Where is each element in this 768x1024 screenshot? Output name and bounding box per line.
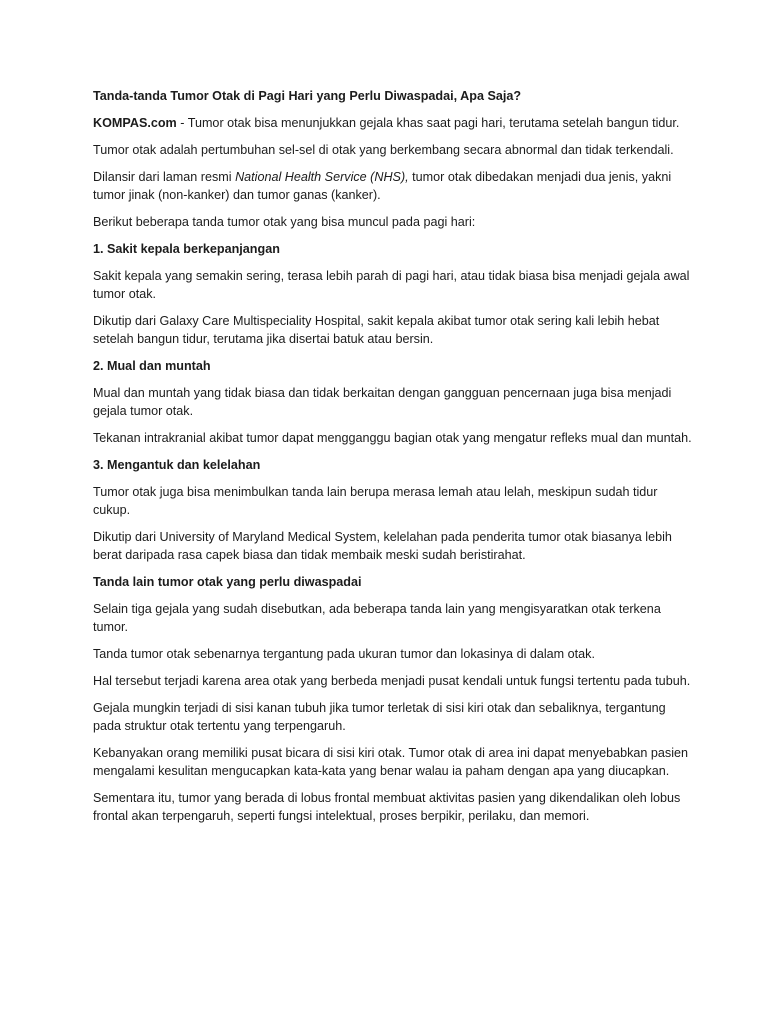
section-paragraph: Tekanan intrakranial akibat tumor dapat mengganggu bagian otak yang mengatur refleks mual dan muntah. <box>93 431 692 445</box>
section-heading-nausea: 2. Mual dan muntah <box>93 359 211 373</box>
section-paragraph: Dikutip dari Galaxy Care Multispeciality Hospital, sakit kepala akibat tumor otak sering kali lebih hebat setelah bangun tidur, terutama jika disertai batuk atau bersin. <box>93 314 660 346</box>
nhs-after: tumor otak dibedakan menjadi dua jenis, yakni tumor jinak (non-kanker) dan tumor ganas (kanker). <box>93 170 672 202</box>
nhs-paragraph <box>93 168 693 204</box>
section-heading-other-signs: Tanda lain tumor otak yang perlu diwaspadai <box>93 575 362 589</box>
document-page <box>93 87 693 834</box>
section-paragraph: Kebanyakan orang memiliki pusat bicara di sisi kiri otak. Tumor otak di area ini dapat menyebabkan pasien mengalami kesulitan mengucapkan kata-kata yang benar walau ia paham dengan apa yang diucapkan. <box>93 746 689 778</box>
section-paragraph: Sementara itu, tumor yang berada di lobus frontal membuat aktivitas pasien yang dikendalikan oleh lobus frontal akan terpengaruh, seperti fungsi intelektual, proses berpikir, perilaku, dan memori. <box>93 791 681 823</box>
definition-paragraph: Tumor otak adalah pertumbuhan sel-sel di otak yang berkembang secara abnormal dan tidak terkendali. <box>93 143 674 157</box>
section-heading-fatigue: 3. Mengantuk dan kelelahan <box>93 458 261 472</box>
section-paragraph: Tumor otak juga bisa menimbulkan tanda lain berupa merasa lemah atau lelah, meskipun sudah tidur cukup. <box>93 485 658 517</box>
nhs-source: National Health Service (NHS), <box>235 170 409 184</box>
lead-paragraph <box>93 114 693 132</box>
section-paragraph: Mual dan muntah yang tidak biasa dan tidak berkaitan dengan gangguan pencernaan juga bisa menjadi gejala tumor otak. <box>93 386 672 418</box>
section-paragraph: Tanda tumor otak sebenarnya tergantung pada ukuran tumor dan lokasinya di dalam otak. <box>93 647 595 661</box>
section-paragraph: Dikutip dari University of Maryland Medical System, kelelahan pada penderita tumor otak biasanya lebih berat daripada rasa capek biasa dan tidak membaik meski sudah beristirahat. <box>93 530 672 562</box>
lead-text: - Tumor otak bisa menunjukkan gejala khas saat pagi hari, terutama setelah bangun tidur. <box>176 116 680 130</box>
section-paragraph: Gejala mungkin terjadi di sisi kanan tubuh jika tumor terletak di sisi kiri otak dan sebaliknya, tergantung pada struktur otak tertentu yang terpengaruh. <box>93 701 666 733</box>
section-paragraph: Hal tersebut terjadi karena area otak yang berbeda menjadi pusat kendali untuk fungsi tertentu pada tubuh. <box>93 674 691 688</box>
intro-list-paragraph: Berikut beberapa tanda tumor otak yang bisa muncul pada pagi hari: <box>93 215 476 229</box>
nhs-before: Dilansir dari laman resmi <box>93 170 236 184</box>
section-paragraph: Selain tiga gejala yang sudah disebutkan, ada beberapa tanda lain yang mengisyaratkan otak terkena tumor. <box>93 602 661 634</box>
article-title: Tanda-tanda Tumor Otak di Pagi Hari yang Perlu Diwaspadai, Apa Saja? <box>93 89 522 103</box>
section-paragraph: Sakit kepala yang semakin sering, terasa lebih parah di pagi hari, atau tidak biasa bisa menjadi gejala awal tumor otak. <box>93 269 690 301</box>
section-heading-headache: 1. Sakit kepala berkepanjangan <box>93 242 280 256</box>
source-brand: KOMPAS.com <box>93 116 177 130</box>
